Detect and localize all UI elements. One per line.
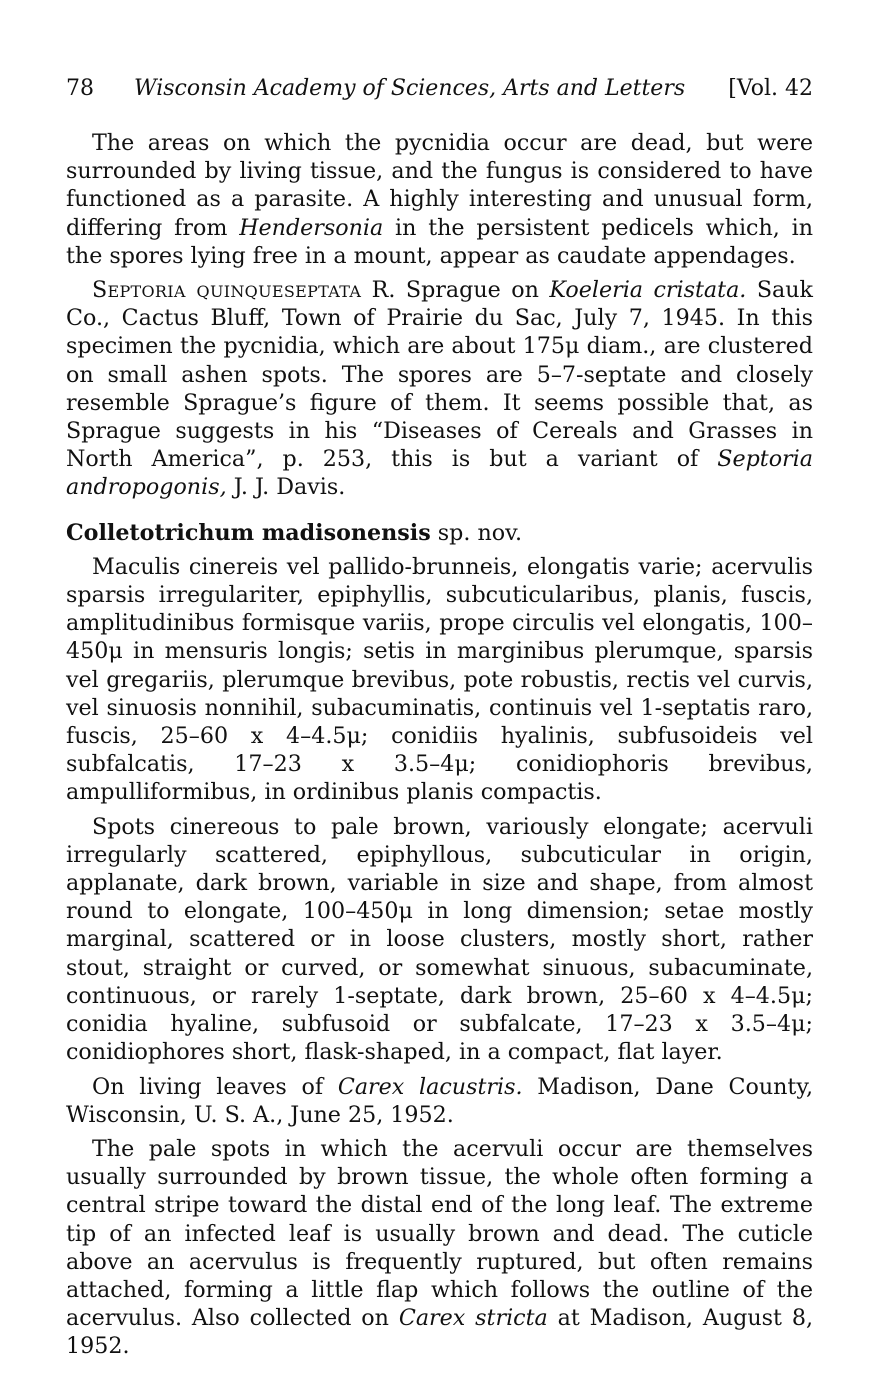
host-name: Koeleria cristata.	[549, 277, 747, 304]
taxon-name: Hendersonia	[239, 214, 384, 241]
host-name: Carex lacustris.	[337, 1073, 523, 1100]
article-body	[66, 129, 813, 1361]
page-number: 78	[66, 76, 94, 101]
paragraph-type-locality	[66, 1073, 813, 1129]
host-name: Carex stricta	[398, 1305, 548, 1332]
paragraph-septoria-quinqueseptata	[66, 276, 813, 502]
text-run: Maculis cinereis vel pallido-brunneis, elongatis varie; acervulis sparsis irregulariter, epiphyllis, subcuticularibus, planis, fuscis, amplitudinibus formisque variis, prope circulis vel elongatis, 100–450μ in mensuris longis; setis in marginibus plerumque, sparsis vel gregariis, plerumque brevibus, pote robustis, rectis vel curvis, vel sinuosis nonnihil, subacuminatis, continuis vel 1-septatis raro, fuscis, 25–60 x 4–4.5μ; conidiis hyalinis, subfusoideis vel subfalcatis, 17–23 x 3.5–4μ; conidiophoris brevibus, ampulliformibus, in ordinibus planis compactis.	[66, 553, 813, 806]
text-run: The areas on which the pycnidia occur are dead, but were surrounded by living tissue, and the fungus is considered to have functioned as a parasite. A highly interesting and unusual form, differing from	[66, 130, 813, 241]
journal-title: Wisconsin Academy of Sciences, Arts and Letters	[134, 76, 686, 101]
text-run: Sauk Co., Cactus Bluff, Town of Prairie du Sac, July 7, 1945. In this specimen the pycnidia, which are about 175μ diam., are clustered on small ashen spots. The spores are 5–7-septate and closely resemble Sprague’s figure of them. It seems possible that, as Sprague suggests in his “Diseases of Cereals and Grasses in North America”, p. 253, this is but a variant of	[66, 277, 814, 473]
taxon-name: Septoria andropogonis,	[66, 446, 813, 501]
paragraph-symptom-notes	[66, 1135, 813, 1361]
text-run: On living leaves of	[92, 1073, 338, 1100]
text-run: J. J. Davis.	[226, 474, 346, 501]
new-species-name: Colletotrichum madisonensis	[66, 519, 431, 546]
text-run: Spots cinereous to pale brown, variously elongate; acervuli irregularly scattered, epiphyllous, subcuticular in origin, applanate, dark brown, variable in size and shape, from almost round to elongate, 100–450μ in long dimension; setae mostly marginal, scattered or in loose clusters, mostly short, rather stout, straight or curved, or somewhat sinuous, subacuminate, continuous, or rarely 1-septate, dark brown, 25–60 x 4–4.5μ; conidia hyaline, subfusoid or subfalcate, 17–23 x 3.5–4μ; conidiophores short, flask-shaped, in a compact, flat layer.	[66, 813, 813, 1066]
paragraph-latin-diagnosis	[66, 553, 813, 807]
species-status: sp. nov.	[430, 519, 523, 546]
text-run: The pale spots in which the acervuli occur are themselves usually surrounded by brown tissue, the whole often forming a central stripe toward the distal end of the long leaf. The extreme tip of an infected leaf is usually brown and dead. The cuticle above an acervulus is frequently ruptured, but often remains attached, forming a little flap which follows the outline of the acervulus. Also collected on	[66, 1135, 813, 1332]
text-run: at Madison, August 8, 1952.	[66, 1305, 813, 1360]
volume-label: [Vol. 42	[728, 76, 813, 101]
paragraph-english-description	[66, 813, 813, 1067]
text-run: R. Sprague on	[361, 277, 550, 304]
paragraph-pycnidia-parasite	[66, 129, 813, 270]
species-name-small-caps: Septoria quinqueseptata	[92, 277, 362, 304]
text-run: Madison, Dane County, Wisconsin, U. S. A., June 25, 1952.	[66, 1073, 813, 1128]
text-run: in the persistent pedicels which, in the spores lying free in a mount, appear as caudate appendages.	[66, 214, 813, 269]
section-heading	[66, 519, 813, 547]
